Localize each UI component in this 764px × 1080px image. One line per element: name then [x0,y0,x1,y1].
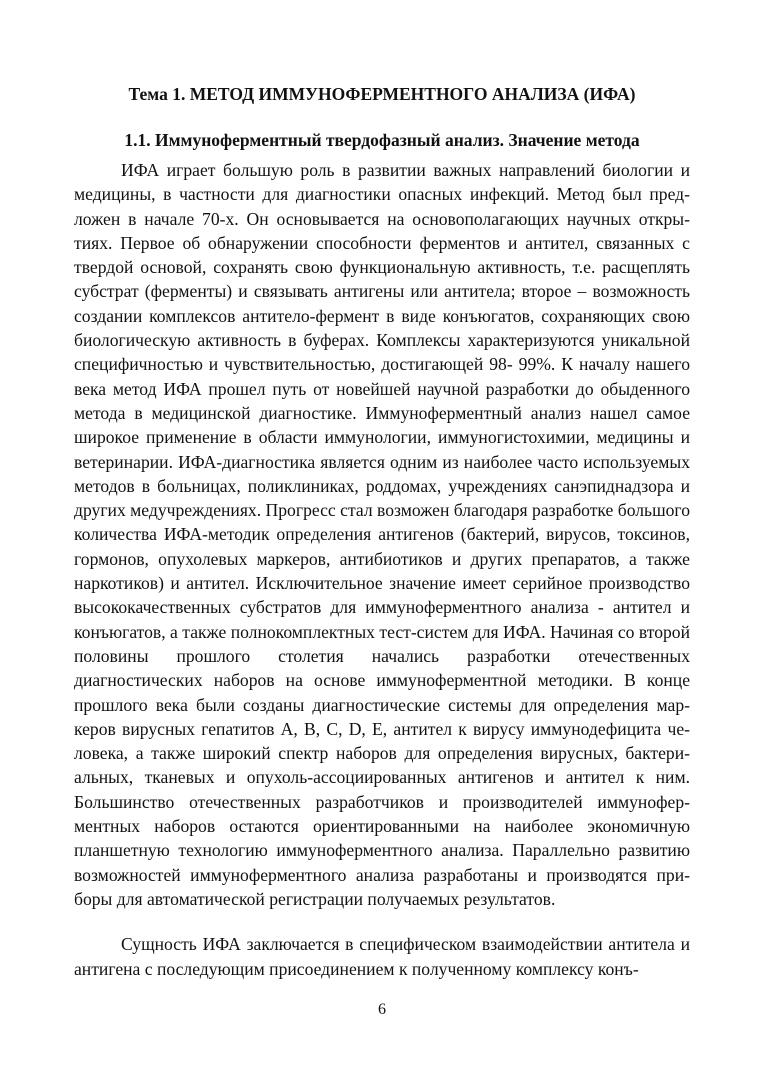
body-paragraph: Сущность ИФА заключается в специфическом взаимодействии антитела и антигена с последующим присоединением к полученному комплексу конъ- [74,934,690,979]
document-page [74,82,690,981]
chapter-title: Тема 1. МЕТОД ИММУНОФЕРМЕНТНОГО АНАЛИЗА (ИФА) [128,84,636,104]
body-paragraph: ИФА играет большую роль в развитии важных направлений биологии и медицины, в частности для диагностики опасных инфекций. Метод был предложен в начале 70-х. Он основывается на основополагающих научных открытиях. Первое об обнаружении способности ферментов и антител, связанных с твердой основой, сохранять свою функциональную активность, т.е. расщеплять субстрат (ферменты) и связывать антигены или антитела; второе – возможность создании комплексов антитело-фермент в виде конъюгатов, сохраняющих свою биологическую активность в буферах. Комплексы характеризуются уникальной специфичностью и чувствительностью, достигающей 98- 99%. К началу нашего века метод ИФА прошел путь от новейшей научной разработки до обыденного метода в медицинской диагностике. Иммуноферментный анализ нашел самое широкое применение в области иммунологии, иммуногистохимии, медицины и ветеринарии. ИФА-диагностика является одним из наиболее часто используемых методов в больницах, поликлиниках, роддомах, учреждениях санэпиднадзора и других медучреждениях. Прогресс стал возможен благодаря разработке большого количества ИФА-методик определения антигенов (бактерий, вирусов, токсинов, гормонов, опухолевых маркеров, антибиотиков и других препаратов, а также наркотиков) и антител. Исключительное значение имеет серийное производство высококачественных субстратов для иммуноферментного анализа - антител и конъюгатов, а также полнокомплектных тест-систем для ИФА. Начиная со второй половины прошлого столетия начались разработки отечественных диагностических наборов на основе иммуноферментной методики. В конце прошлого века были созданы диагностические системы для определения маркеров вирусных гепатитов A, B, C, D, E, антител к вирусу иммунодефицита человека, а также широкий спектр наборов для определения вирусных, бактериальных, тканевых и опухоль-ассоциированных антигенов и антител к ним. Большинство отечественных разработчиков и производителей иммуноферментных наборов остаются ориентированными на наиболее экономичную планшетную технологию иммуноферментного анализа. Параллельно развитию возможностей иммуноферментного анализа разработаны и производятся приборы для автоматической регистрации получаемых результатов. [74,160,690,909]
page-number: 6 [378,1001,386,1018]
section-title: 1.1. Иммуноферментный твердофазный анализ. Значение метода [124,130,640,150]
